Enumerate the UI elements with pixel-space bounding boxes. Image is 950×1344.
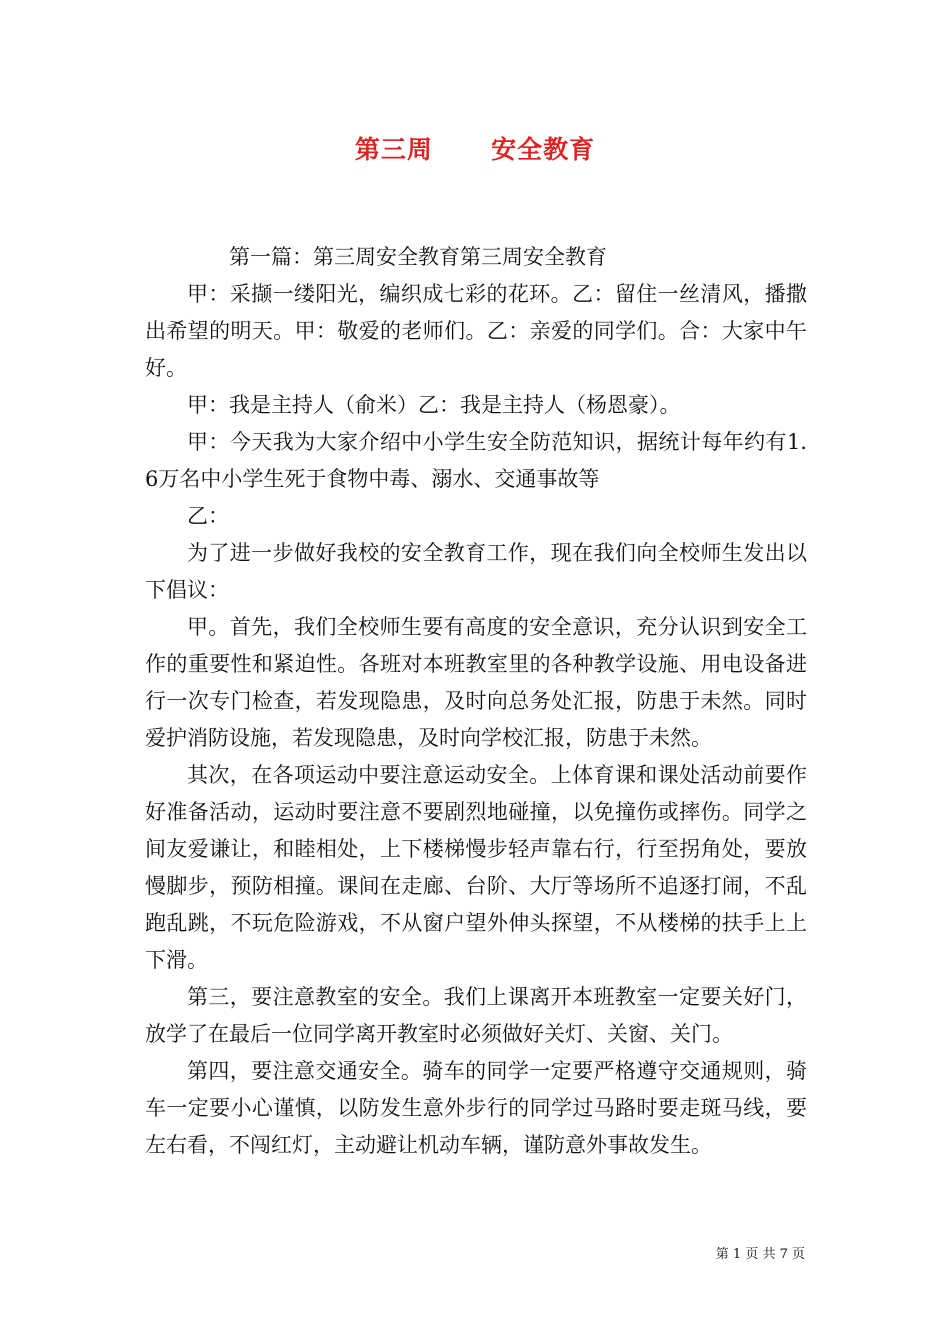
document-body — [145, 239, 807, 1164]
paragraph-speaker-b: 乙： — [187, 504, 229, 528]
page-number: 第 1 页 共 7 页 — [715, 1247, 805, 1262]
paragraph-fourth-point: 第四，要注意交通安全。骑车的同学一定要严格遵守交通规则，骑车一定要小心谨慎，以防发生意外步行的同学过马路时要走斑马线，要左右看，不闯红灯，主动避让机动车辆，谨防意外事故发生。 — [145, 1059, 807, 1157]
paragraph-first-point: 甲。首先，我们全校师生要有高度的安全意识，充分认识到安全工作的重要性和紧迫性。各班对本班教室里的各种教学设施、用电设备进行一次专门检查，若发现隐患，及时向总务处汇报，防患于未然。同时爱护消防设施，若发现隐患，及时向学校汇报，防患于未然。 — [145, 615, 807, 750]
paragraph-second-point: 其次，在各项运动中要注意运动安全。上体育课和课处活动前要作好准备活动，运动时要注意不要剧烈地碰撞，以免撞伤或摔伤。同学之间友爱谦让，和睦相处，上下楼梯慢步轻声靠右行，行至拐角处，要放慢脚步，预防相撞。课间在走廊、台阶、大厅等场所不追逐打闹，不乱跑乱跳，不玩危险游戏，不从窗户望外伸头探望，不从楼梯的扶手上上下滑。 — [145, 763, 807, 972]
paragraph-introduction: 甲：今天我为大家介绍中小学生安全防范知识，据统计每年约有1.6万名中小学生死于食物中毒、溺水、交通事故等 — [145, 430, 807, 491]
paragraph-proposal: 为了进一步做好我校的安全教育工作，现在我们向全校师生发出以下倡议： — [145, 541, 807, 602]
paragraph-greeting: 甲：采撷一缕阳光，编织成七彩的花环。乙：留住一丝清风，播撒出希望的明天。甲：敬爱的老师们。乙：亲爱的同学们。合：大家中午好。 — [145, 282, 807, 380]
paragraph-hosts: 甲：我是主持人（俞米）乙：我是主持人（杨恩豪）。 — [187, 393, 681, 417]
paragraph-third-point: 第三，要注意教室的安全。我们上课离开本班教室一定要关好门，放学了在最后一位同学离开教室时必须做好关灯、关窗、关门。 — [145, 985, 807, 1046]
document-subtitle: 第一篇：第三周安全教育第三周安全教育 — [229, 245, 607, 269]
document-title: 第三周 安全教育 — [354, 135, 596, 164]
